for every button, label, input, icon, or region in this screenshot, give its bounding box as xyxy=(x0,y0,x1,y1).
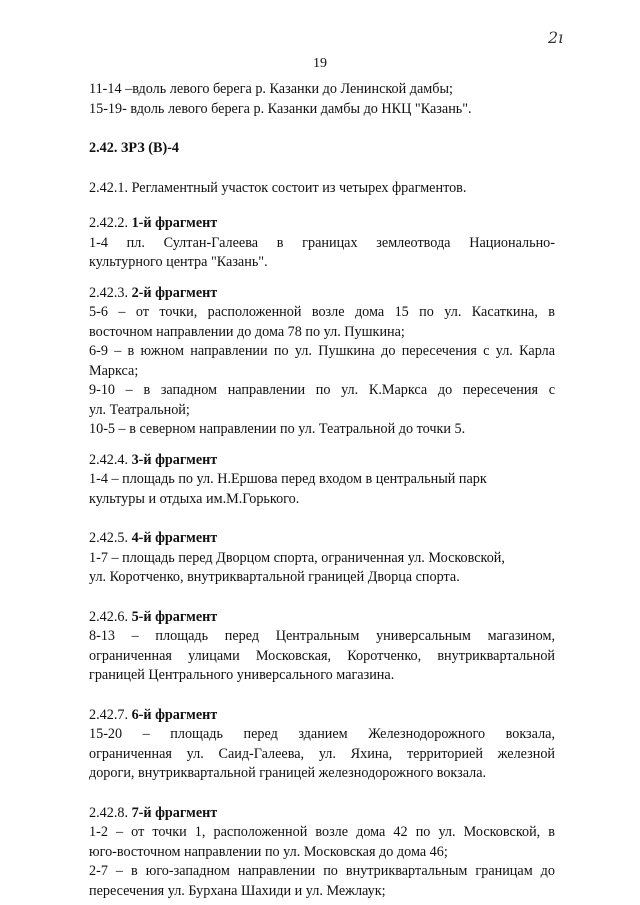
fragment-title: 3-й фрагмент xyxy=(131,451,218,468)
fragment-number: 2.42.2. xyxy=(89,215,129,231)
fragment-line: 8-13 – площадь перед Центральным универсальным магазином, xyxy=(89,628,555,644)
fragment-section xyxy=(89,706,555,784)
fragment-line: 15-20 – площадь перед зданием Железнодорожного вокзала, xyxy=(89,726,555,742)
zone-intro: 2.42.1. Регламентный участок состоит из четырех фрагментов. xyxy=(89,179,467,196)
fragment-number: 2.42.8. xyxy=(89,804,129,821)
fragment-number: 2.42.7. xyxy=(89,706,129,723)
fragment-line: 10-5 – в северном направлении по ул. Театральной до точки 5. xyxy=(89,421,466,437)
fragment-line: 9-10 – в западном направлении по ул. К.Маркса до пересечения с xyxy=(89,382,555,398)
fragment-section xyxy=(89,608,555,686)
fragment-line: дороги, внутриквартальной границей железнодорожного вокзала. xyxy=(89,765,487,781)
fragment-section xyxy=(89,284,555,440)
fragment-line: ограниченная улицами Московская, Коротченко, внутриквартальной xyxy=(89,647,555,664)
fragment-line: границей Центрального универсального магазина. xyxy=(89,667,395,683)
fragment-title: 2-й фрагмент xyxy=(131,284,218,301)
fragment-line: юго-восточном направлении по ул. Московская до дома 46; xyxy=(89,843,448,860)
fragment-line: ул. Театральной; xyxy=(89,401,190,418)
fragment-title: 7-й фрагмент xyxy=(131,804,218,821)
fragment-title: 5-й фрагмент xyxy=(131,608,218,625)
fragment-line: пересечения ул. Бурхана Шахиди и ул. Межлаук; xyxy=(89,882,386,899)
fragment-number: 2.42.3. xyxy=(89,284,129,301)
fragment-section xyxy=(89,804,555,902)
fragment-line: ограниченная ул. Саид-Галеева, ул. Яхина, территорией железной xyxy=(89,745,555,762)
fragment-title: 4-й фрагмент xyxy=(131,530,218,546)
fragment-number: 2.42.5. xyxy=(89,530,129,546)
fragment-line: 1-4 – площадь по ул. Н.Ершова перед входом в центральный парк xyxy=(89,471,487,487)
intro-line: 15-19- вдоль левого берега р. Казанки дамбы до НКЦ "Казань". xyxy=(89,100,472,117)
intro-line: 11-14 –вдоль левого берега р. Казанки до Ленинской дамбы; xyxy=(89,81,453,97)
fragment-line: культурного центра "Казань". xyxy=(89,254,268,270)
fragment-section xyxy=(89,529,555,588)
fragment-line: 1-4 пл. Султан-Галеева в границах землеотвода Национально- xyxy=(89,234,555,251)
page-number: 19 xyxy=(313,56,327,71)
fragment-line: восточном направлении до дома 78 по ул. Пушкина; xyxy=(89,323,405,340)
fragment-line: 6-9 – в южном направлении по ул. Пушкина до пересечения с ул. Карла xyxy=(89,343,555,359)
fragment-title: 6-й фрагмент xyxy=(131,706,218,723)
fragment-line: 1-7 – площадь перед Дворцом спорта, ограниченная ул. Московской, xyxy=(89,549,505,566)
fragment-line: ул. Коротченко, внутриквартальной границей Дворца спорта. xyxy=(89,569,460,585)
fragment-line: 5-6 – от точки, расположенной возле дома 15 по ул. Касаткина, в xyxy=(89,304,555,320)
fragment-line: 2-7 – в юго-западном направлении по внутриквартальным границам до xyxy=(89,863,555,879)
fragment-section xyxy=(89,214,555,273)
fragment-line: культуры и отдыха им.М.Горького. xyxy=(89,490,300,507)
fragment-line: 1-2 – от точки 1, расположенной возле дома 42 по ул. Московской, в xyxy=(89,824,555,840)
fragment-line: Маркса; xyxy=(89,362,139,379)
fragment-number: 2.42.6. xyxy=(89,608,129,625)
fragment-title: 1-й фрагмент xyxy=(131,215,218,231)
handwritten-page-mark: 2ı xyxy=(548,28,564,47)
zone-heading: 2.42. ЗРЗ (В)-4 xyxy=(89,140,180,156)
fragment-number: 2.42.4. xyxy=(89,451,129,468)
document-body xyxy=(89,80,555,901)
fragment-section xyxy=(89,451,555,510)
